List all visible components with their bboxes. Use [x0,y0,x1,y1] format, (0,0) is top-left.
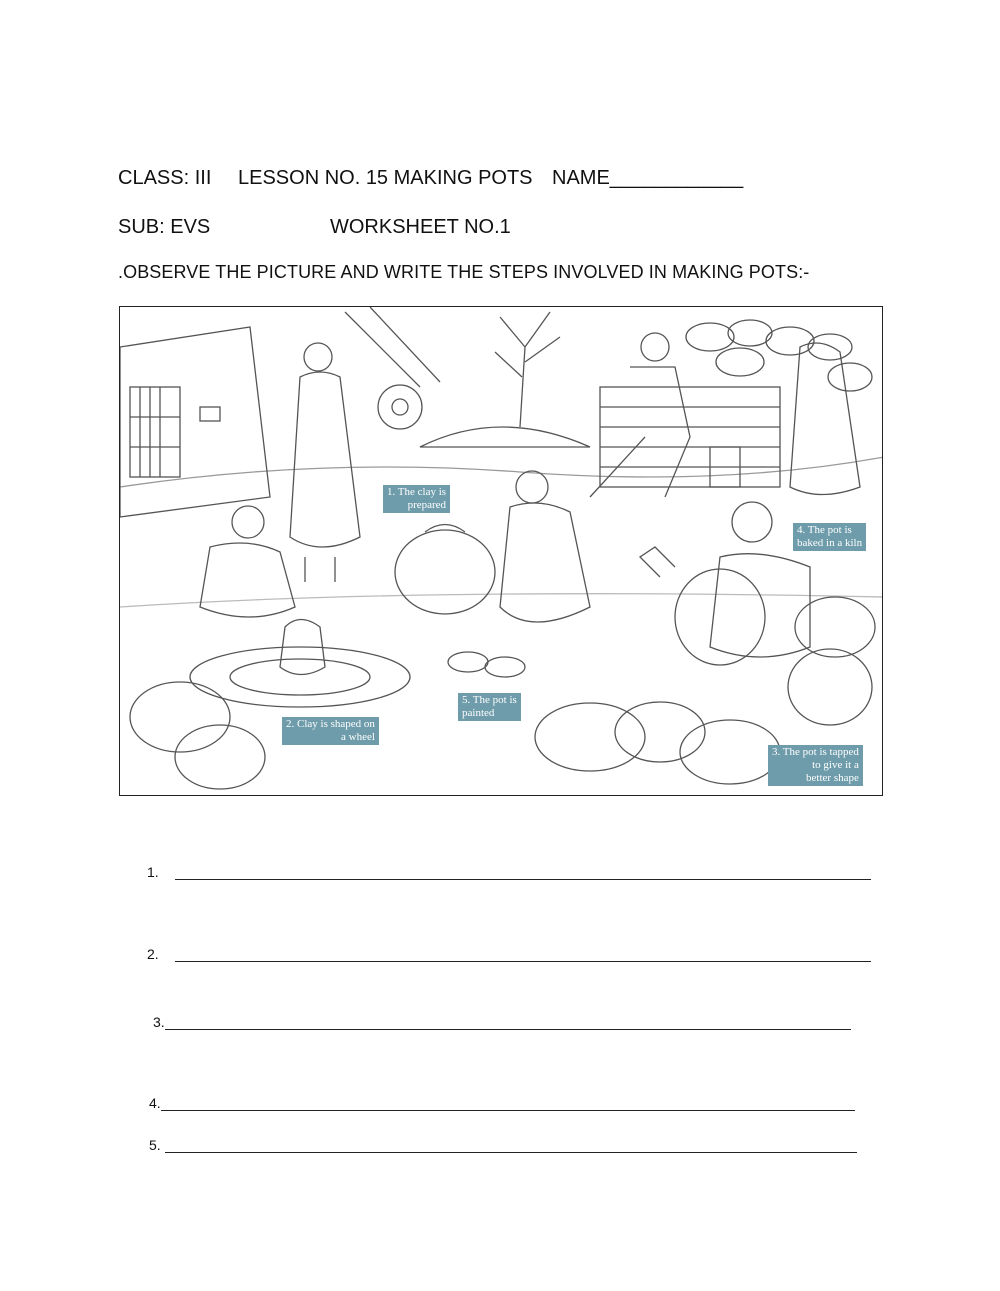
pencil-sketch-drawing [120,307,883,796]
answer-number: 4. [149,1095,161,1111]
label-step-3 [768,745,863,786]
label-step-4-line-2: baked in a kiln [797,537,863,549]
worksheet-label: WORKSHEET NO.1 [330,216,511,238]
label-step-3-line-3: better shape [806,772,859,784]
label-step-1-line-2: prepared [407,499,447,511]
answer-blank[interactable] [165,1015,851,1030]
subject-label: SUB: EVS [118,216,211,238]
answer-blank[interactable] [165,1138,857,1153]
pot-making-illustration [119,306,883,796]
label-step-1-line-1: 1. The clay is [387,486,447,498]
answer-blank[interactable] [175,865,871,880]
label-step-1 [383,485,450,513]
answer-blank[interactable] [175,947,871,962]
answer-line-3[interactable] [153,1014,851,1030]
label-step-5-line-2: painted [462,707,495,719]
lesson-title: LESSON NO. 15 MAKING POTS [238,167,533,189]
label-step-4-line-1: 4. The pot is [797,524,852,536]
instruction-text: .OBSERVE THE PICTURE AND WRITE THE STEPS INVOLVED IN MAKING POTS:- [118,262,810,282]
answer-blank[interactable] [161,1096,855,1111]
class-label: CLASS: III [118,167,212,189]
label-step-3-line-2: to give it a [812,759,859,771]
name-field-label[interactable]: NAME____________ [552,167,744,189]
label-step-3-line-1: 3. The pot is tapped [772,746,859,758]
answer-number: 1. [147,864,159,880]
label-step-4 [793,523,866,551]
answer-line-1[interactable] [147,864,871,880]
answer-number: 2. [147,946,159,962]
label-step-5-line-1: 5. The pot is [462,694,517,706]
label-step-2 [282,717,379,745]
label-step-5 [458,693,521,721]
answer-line-4[interactable] [149,1095,855,1111]
label-step-2-line-2: a wheel [341,731,375,743]
answer-number: 5. [149,1137,161,1153]
answer-number: 3. [153,1014,165,1030]
answer-line-2[interactable] [147,946,871,962]
answer-line-5[interactable] [149,1137,857,1153]
label-step-2-line-1: 2. Clay is shaped on [286,718,375,730]
